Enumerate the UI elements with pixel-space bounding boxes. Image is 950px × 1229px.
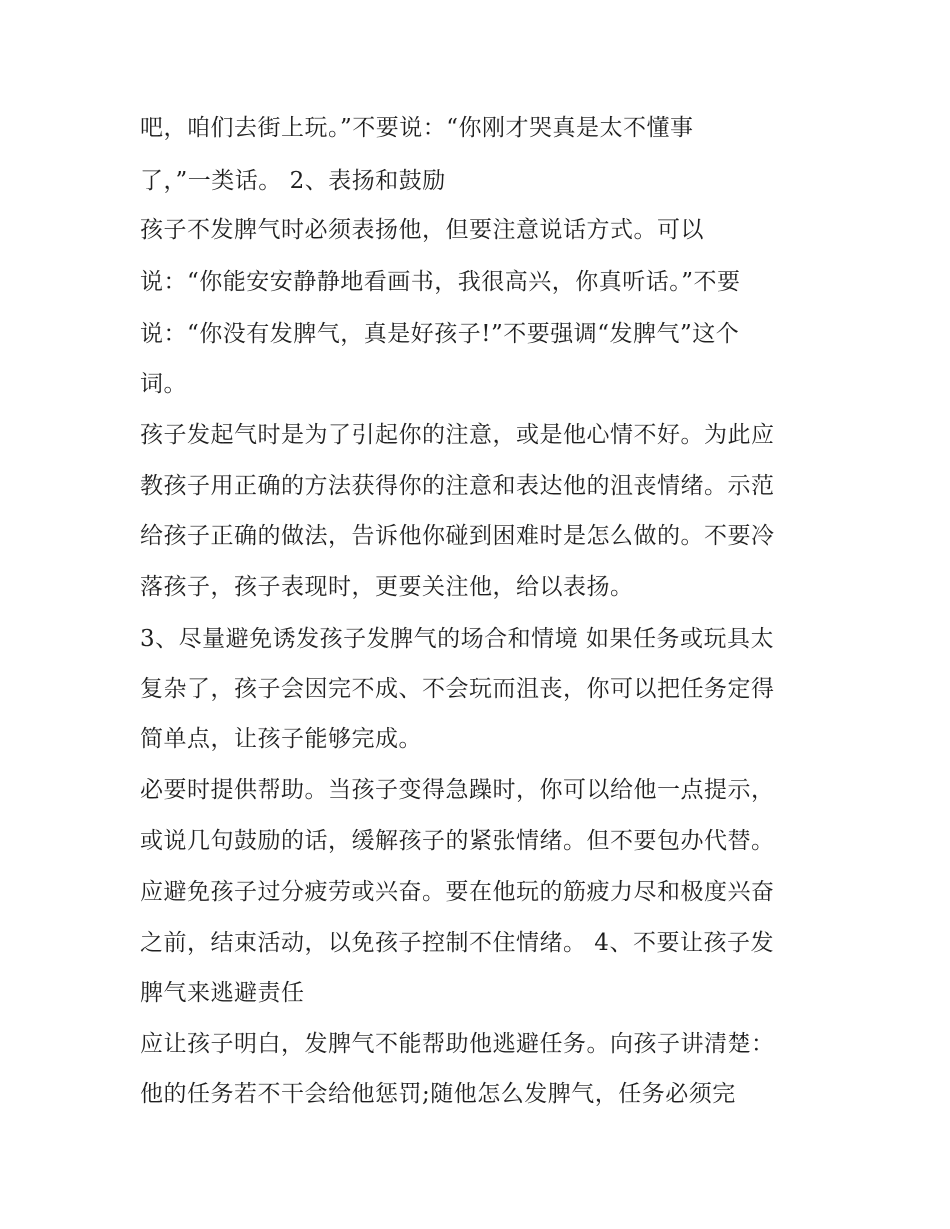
- text-line: 3、尽量避免诱发孩子发脾气的场合和情境 如果任务或玩具太: [140, 626, 774, 652]
- text-line: 吧，咱们去街上玩。”不要说：“你刚才哭真是太不懂事: [140, 115, 694, 141]
- text-line: 他的任务若不干会给他惩罚;随他怎么发脾气，任务必须完: [140, 1081, 736, 1107]
- text-line: 词。: [140, 371, 187, 397]
- text-line: 简单点，让孩子能够完成。: [140, 726, 422, 752]
- text-line: 说：“你能安安静静地看画书，我很高兴，你真听话。”不要: [140, 269, 741, 295]
- text-line: 落孩子，孩子表现时，更要关注他，给以表扬。: [140, 574, 634, 600]
- text-line: 给孩子正确的做法，告诉他你碰到困难时是怎么做的。不要冷: [140, 523, 775, 549]
- text-line: 了，”一类话。 2、表扬和鼓励: [140, 168, 446, 194]
- text-line: 或说几句鼓励的话，缓解孩子的紧张情绪。但不要包办代替。: [140, 828, 775, 854]
- text-line: 说：“你没有发脾气，真是好孩子!”不要强调“发脾气”这个: [140, 321, 740, 347]
- text-line: 之前，结束活动，以免孩子控制不住情绪。 4、不要让孩子发: [140, 930, 774, 956]
- text-line: 必要时提供帮助。当孩子变得急躁时，你可以给他一点提示，: [140, 777, 775, 803]
- text-line: 孩子发起气时是为了引起你的注意，或是他心情不好。为此应: [140, 422, 775, 448]
- text-line: 应让孩子明白，发脾气不能帮助他逃避任务。向孩子讲清楚：: [140, 1031, 775, 1057]
- text-line: 应避免孩子过分疲劳或兴奋。要在他玩的筋疲力尽和极度兴奋: [140, 879, 775, 905]
- text-line: 复杂了，孩子会因完不成、不会玩而沮丧，你可以把任务定得: [140, 676, 775, 702]
- text-line: 孩子不发脾气时必须表扬他，但要注意说话方式。可以: [140, 217, 704, 243]
- text-line: 教孩子用正确的方法获得你的注意和表达他的沮丧情绪。示范: [140, 473, 775, 499]
- text-line: 脾气来逃避责任: [140, 980, 305, 1006]
